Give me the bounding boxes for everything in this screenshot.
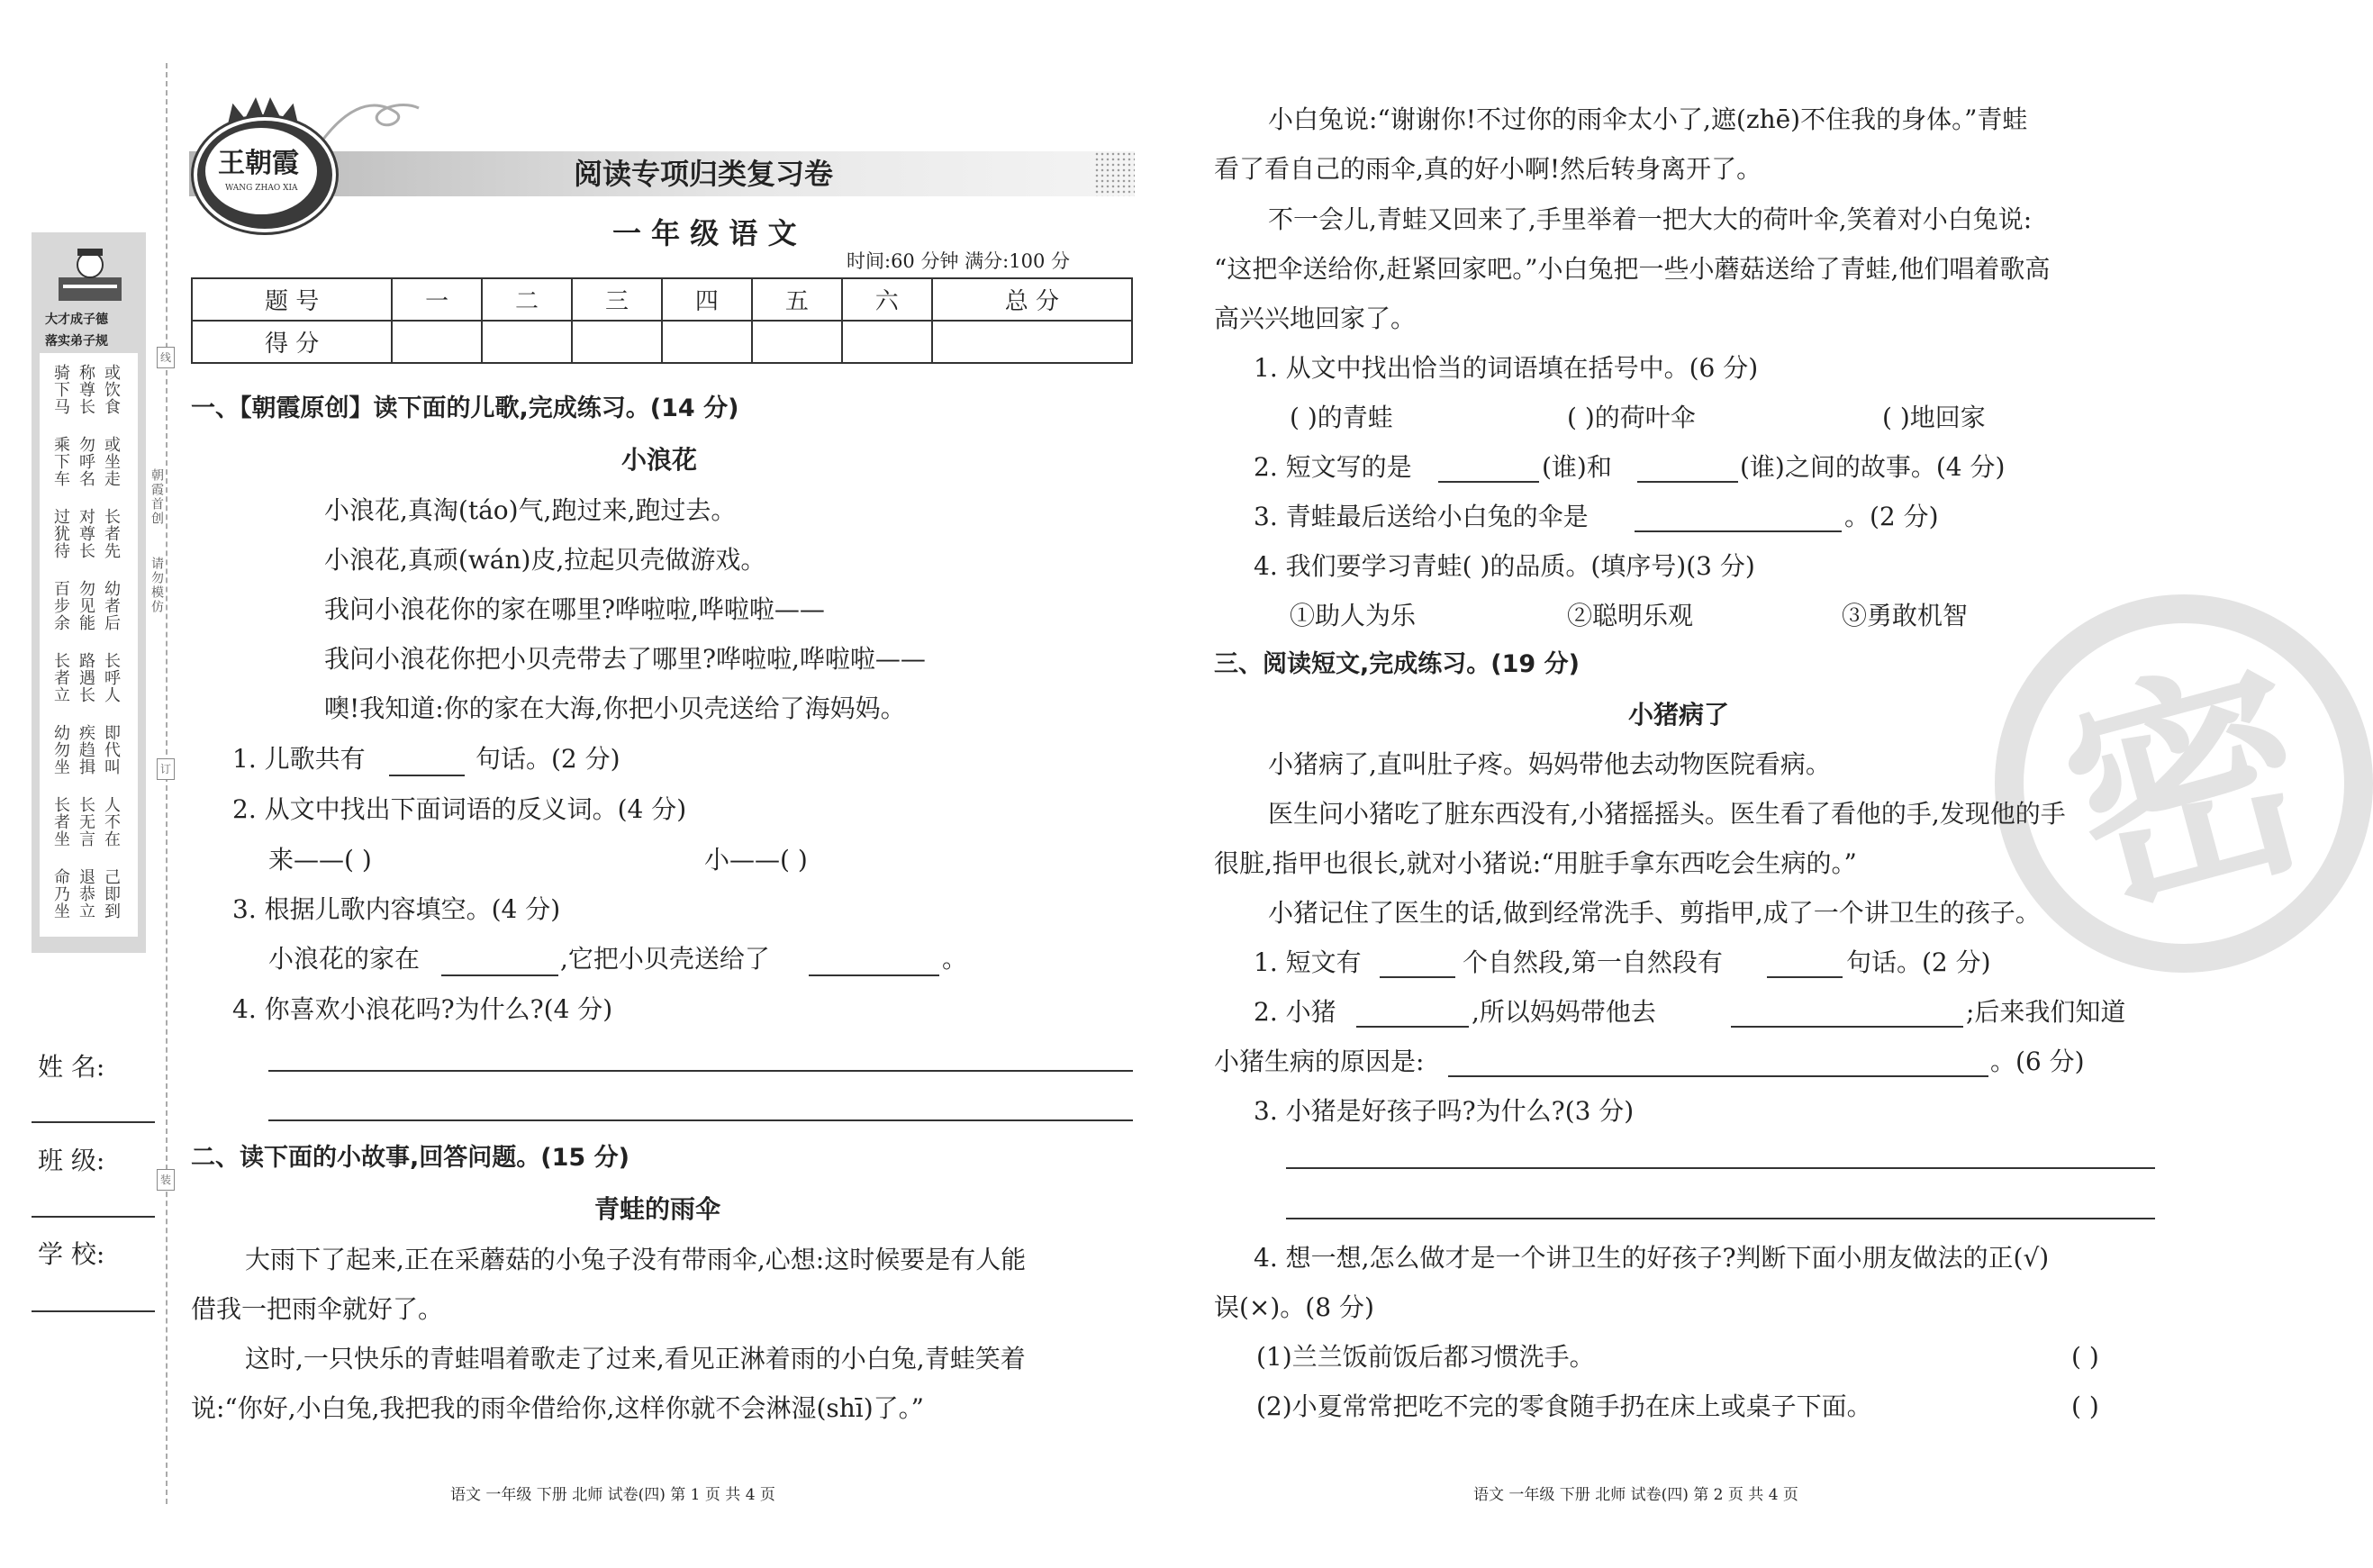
rule-column: 勿见能 xyxy=(77,580,95,631)
s2-q2-text-end: (谁)之间的故事。(4 分) xyxy=(1740,452,2006,482)
rule-column: 己即到 xyxy=(102,868,121,920)
binding-note-1: 朝霞首创 xyxy=(149,468,164,526)
score-cell[interactable] xyxy=(752,321,842,363)
ribbon-decoration xyxy=(315,95,423,149)
rule-column: 对尊长 xyxy=(77,508,95,559)
judgement-item: (2)小夏常常把吃不完的零食随手扔在床上或桌子下面。 xyxy=(1256,1391,1872,1421)
s3-q3-text: 3. 小猪是好孩子吗?为什么?(3 分) xyxy=(1254,1096,1635,1126)
s2-q1-blank-2[interactable]: ( )的荷叶伞 xyxy=(1567,403,1696,432)
s3-q1-text-mid: 个自然段,第一自然段有 xyxy=(1463,947,1723,977)
s1-q3-blank-1[interactable] xyxy=(441,974,558,976)
rule-column: 乘下车 xyxy=(51,436,70,487)
rule-column: 人不在 xyxy=(102,796,121,847)
poem-line: 我问小浪花你的家在哪里?哗啦啦,哗啦啦—— xyxy=(324,594,825,624)
s3-q2-blank-2[interactable] xyxy=(1731,1026,1963,1028)
rule-column: 或饮食 xyxy=(102,364,121,415)
s2-q4-option: ②聪明乐观 xyxy=(1567,601,1694,630)
rule-column: 退恭立 xyxy=(77,868,95,920)
s3-q4-text-2: 误(×)。(8 分) xyxy=(1214,1292,1374,1322)
s2-q1-text: 1. 从文中找出恰当的词语填在括号中。(6 分) xyxy=(1254,353,1759,383)
s1-q4-answer-line-2[interactable] xyxy=(268,1119,1133,1121)
passage-line: 医生问小猪吃了脏东西没有,小猪摇摇头。医生看了看他的手,发现他的手 xyxy=(1268,799,2066,829)
rule-column: 或坐走 xyxy=(102,436,121,487)
s2-q4-option: ③勇敢机智 xyxy=(1842,601,1969,630)
poem-line: 噢!我知道:你的家在大海,你把小贝壳送给了海妈妈。 xyxy=(324,693,906,723)
logo-subtext: WANG ZHAO XIA xyxy=(225,184,298,193)
score-row-label: 得 分 xyxy=(192,321,392,363)
s1-q1-blank[interactable] xyxy=(389,775,465,776)
rule-column: 即代叫 xyxy=(102,724,121,775)
passage-line: 很脏,指甲也很长,就对小猪说:“用脏手拿东西吃会生病的。” xyxy=(1214,848,1857,878)
school-label: 学 校: xyxy=(38,1239,105,1269)
s1-q4-answer-line-1[interactable] xyxy=(268,1070,1133,1072)
footer-left: 语文 一年级 下册 北师 试卷(四) 第 1 页 共 4 页 xyxy=(450,1486,775,1504)
time-info: 时间:60 分钟 满分:100 分 xyxy=(847,250,1070,272)
s1-q1-text: 1. 儿歌共有 xyxy=(232,744,366,774)
s3-q2-blank-3[interactable] xyxy=(1448,1075,1988,1077)
rule-column: 长者坐 xyxy=(51,796,70,847)
poem-line: 小浪花,真淘(táo)气,跑过来,跑过去。 xyxy=(324,495,737,525)
motto-line-1: 大才成子德 xyxy=(45,313,108,327)
s3-q2-text-e: 。(6 分) xyxy=(1990,1047,2085,1076)
s2-q1-blank-3[interactable]: ( )地回家 xyxy=(1882,403,1986,432)
watermark-char: 密 xyxy=(2039,625,2337,952)
s2-q2-blank-1[interactable] xyxy=(1438,481,1539,483)
s3-q3-answer-line-2[interactable] xyxy=(1286,1218,2155,1219)
story-line: 不一会儿,青蛙又回来了,手里举着一把大大的荷叶伞,笑着对小白兔说: xyxy=(1268,204,2033,234)
rule-column: 长呼人 xyxy=(102,652,121,703)
score-cell[interactable] xyxy=(482,321,572,363)
rule-column: 百步余 xyxy=(51,580,70,631)
score-header-cell: 一 xyxy=(392,278,482,321)
class-label: 班 级: xyxy=(38,1146,105,1175)
judgement-item: (1)兰兰饭前饭后都习惯洗手。 xyxy=(1256,1342,1595,1372)
s2-q3-blank[interactable] xyxy=(1635,530,1842,532)
story-line: 看了看自己的雨伞,真的好小啊!然后转身离开了。 xyxy=(1214,154,1762,184)
rule-column: 路遇长 xyxy=(77,652,95,703)
rule-column: 称尊长 xyxy=(77,364,95,415)
rule-column: 长无言 xyxy=(77,796,95,847)
s3-q2-text-b: ,所以妈妈带他去 xyxy=(1472,997,1656,1027)
poem-line: 我问小浪花你把小贝壳带去了哪里?哗啦啦,哗啦啦—— xyxy=(324,644,926,674)
banner-dots xyxy=(1094,151,1135,196)
score-header-cell: 三 xyxy=(572,278,662,321)
score-table-header-row xyxy=(192,278,1132,321)
story-line: 这时,一只快乐的青蛙唱着歌走了过来,看见正淋着雨的小白兔,青蛙笑着 xyxy=(245,1344,1026,1373)
s3-q4-text: 4. 想一想,怎么做才是一个讲卫生的好孩子?判断下面小朋友做法的正(√) xyxy=(1254,1243,2050,1273)
s3-q1-text: 1. 短文有 xyxy=(1254,947,1362,977)
school-field[interactable] xyxy=(32,1310,155,1312)
s1-q3-text: 3. 根据儿歌内容填空。(4 分) xyxy=(232,894,561,924)
judgement-bracket[interactable]: ( ) xyxy=(2071,1342,2099,1372)
section3-title: 小猪病了 xyxy=(1628,700,1730,730)
passage-line: 小猪病了,直叫肚子疼。妈妈带他去动物医院看病。 xyxy=(1268,749,1831,779)
story-line: 小白兔说:“谢谢你!不过你的雨伞太小了,遮(zhē)不住我的身体。”青蛙 xyxy=(1268,104,2028,134)
section3-heading: 三、阅读短文,完成练习。(19 分) xyxy=(1214,650,1580,678)
name-field[interactable] xyxy=(32,1121,155,1123)
exam-subtitle: 一 年 级 语 文 xyxy=(612,216,797,250)
score-header-cell: 四 xyxy=(662,278,752,321)
rule-column: 长者先 xyxy=(102,508,121,559)
class-field[interactable] xyxy=(32,1216,155,1218)
rule-column: 幼勿坐 xyxy=(51,724,70,775)
s2-q1-blank-1[interactable]: ( )的青蛙 xyxy=(1290,403,1393,432)
s2-q2-text: 2. 短文写的是 xyxy=(1254,452,1412,482)
s1-q2-text: 2. 从文中找出下面词语的反义词。(4 分) xyxy=(232,794,687,824)
s2-q3-text: 3. 青蛙最后送给小白兔的伞是 xyxy=(1254,502,1589,531)
rule-column: 幼者后 xyxy=(102,580,121,631)
rule-column: 疾趋揖 xyxy=(77,724,95,775)
s3-q2-blank-1[interactable] xyxy=(1356,1026,1469,1028)
score-header-cell: 二 xyxy=(482,278,572,321)
score-cell[interactable] xyxy=(392,321,482,363)
s2-q4-option: ①助人为乐 xyxy=(1290,601,1417,630)
logo-text: 王朝霞 xyxy=(218,148,299,179)
story-line: 高兴兴地回家了。 xyxy=(1214,304,1417,333)
story-title: 青蛙的雨伞 xyxy=(594,1194,721,1224)
s3-q2-text-c: ;后来我们知道 xyxy=(1966,997,2126,1027)
score-cell[interactable] xyxy=(932,321,1132,363)
s3-q2-text-d: 小猪生病的原因是: xyxy=(1214,1047,1425,1076)
s2-q4-text: 4. 我们要学习青蛙( )的品质。(填序号)(3 分) xyxy=(1254,551,1755,581)
binding-marker-3: 装 xyxy=(157,1169,175,1191)
score-header-cell: 五 xyxy=(752,278,842,321)
story-line: 借我一把雨伞就好了。 xyxy=(191,1294,444,1324)
section1-heading: 一、【朝霞原创】读下面的儿歌,完成练习。(14 分) xyxy=(191,394,739,422)
rule-column: 长者立 xyxy=(51,652,70,703)
s3-q1-blank-1[interactable] xyxy=(1380,976,1455,978)
poem-title: 小浪花 xyxy=(621,445,698,475)
story-line: 大雨下了起来,正在采蘑菇的小兔子没有带雨伞,心想:这时候要是有人能 xyxy=(245,1245,1027,1274)
s1-q3-line-a: 小浪花的家在 xyxy=(268,944,421,974)
story-line: “这把伞送给你,赶紧回家吧。”小白兔把一些小蘑菇送给了青蛙,他们唱着歌高 xyxy=(1214,254,2051,284)
binding-marker-2: 订 xyxy=(157,758,175,780)
score-cell[interactable] xyxy=(662,321,752,363)
rule-column: 过犹待 xyxy=(51,508,70,559)
banner-title: 阅读专项归类复习卷 xyxy=(574,157,834,191)
s1-q3-line-b: ,它把小贝壳送给了 xyxy=(560,944,770,974)
binding-note-2: 请勿模仿 xyxy=(149,557,164,614)
motto-line-2: 落实弟子规 xyxy=(45,334,108,349)
s1-q1-text-end: 句话。(2 分) xyxy=(476,744,620,774)
score-header-cell: 六 xyxy=(842,278,932,321)
s1-q3-blank-2[interactable] xyxy=(809,974,939,976)
binding-line xyxy=(166,63,168,1504)
scholar-figure xyxy=(54,241,126,304)
score-cell[interactable] xyxy=(572,321,662,363)
s3-q1-blank-2[interactable] xyxy=(1767,976,1843,978)
s3-q3-answer-line-1[interactable] xyxy=(1286,1167,2155,1169)
s1-q2-antonym-2: 小——( ) xyxy=(704,845,808,875)
s3-q1-text-end: 句话。(2 分) xyxy=(1846,947,1991,977)
section2-heading: 二、读下面的小故事,回答问题。(15 分) xyxy=(191,1144,629,1172)
score-header-cell: 题 号 xyxy=(192,278,392,321)
s2-q3-text-end: 。(2 分) xyxy=(1844,502,1939,531)
binding-marker-1: 线 xyxy=(157,347,175,368)
s3-q2-text: 2. 小猪 xyxy=(1254,997,1336,1027)
story-line: 说:“你好,小白兔,我把我的雨伞借给你,这样你就不会淋湿(shī)了。” xyxy=(191,1393,924,1423)
score-header-cell: 总 分 xyxy=(932,278,1132,321)
poem-line: 小浪花,真顽(wán)皮,拉起贝壳做游戏。 xyxy=(324,545,766,575)
rule-column: 勿呼名 xyxy=(77,436,95,487)
footer-right: 语文 一年级 下册 北师 试卷(四) 第 2 页 共 4 页 xyxy=(1473,1486,1798,1504)
s1-q4-text: 4. 你喜欢小浪花吗?为什么?(4 分) xyxy=(232,994,613,1024)
passage-line: 小猪记住了医生的话,做到经常洗手、剪指甲,成了一个讲卫生的孩子。 xyxy=(1268,898,2041,928)
s2-q2-blank-2[interactable] xyxy=(1637,481,1738,483)
judgement-bracket[interactable]: ( ) xyxy=(2071,1391,2099,1421)
rule-column: 骑下马 xyxy=(51,364,70,415)
s1-q3-line-c: 。 xyxy=(942,944,968,974)
s2-q2-text-mid: (谁)和 xyxy=(1542,452,1612,482)
score-table xyxy=(191,277,1133,364)
rule-column: 命乃坐 xyxy=(51,868,70,920)
score-cell[interactable] xyxy=(842,321,932,363)
name-label: 姓 名: xyxy=(38,1052,105,1082)
score-table-score-row xyxy=(192,321,1132,363)
s1-q2-antonym-1: 来——( ) xyxy=(268,845,372,875)
